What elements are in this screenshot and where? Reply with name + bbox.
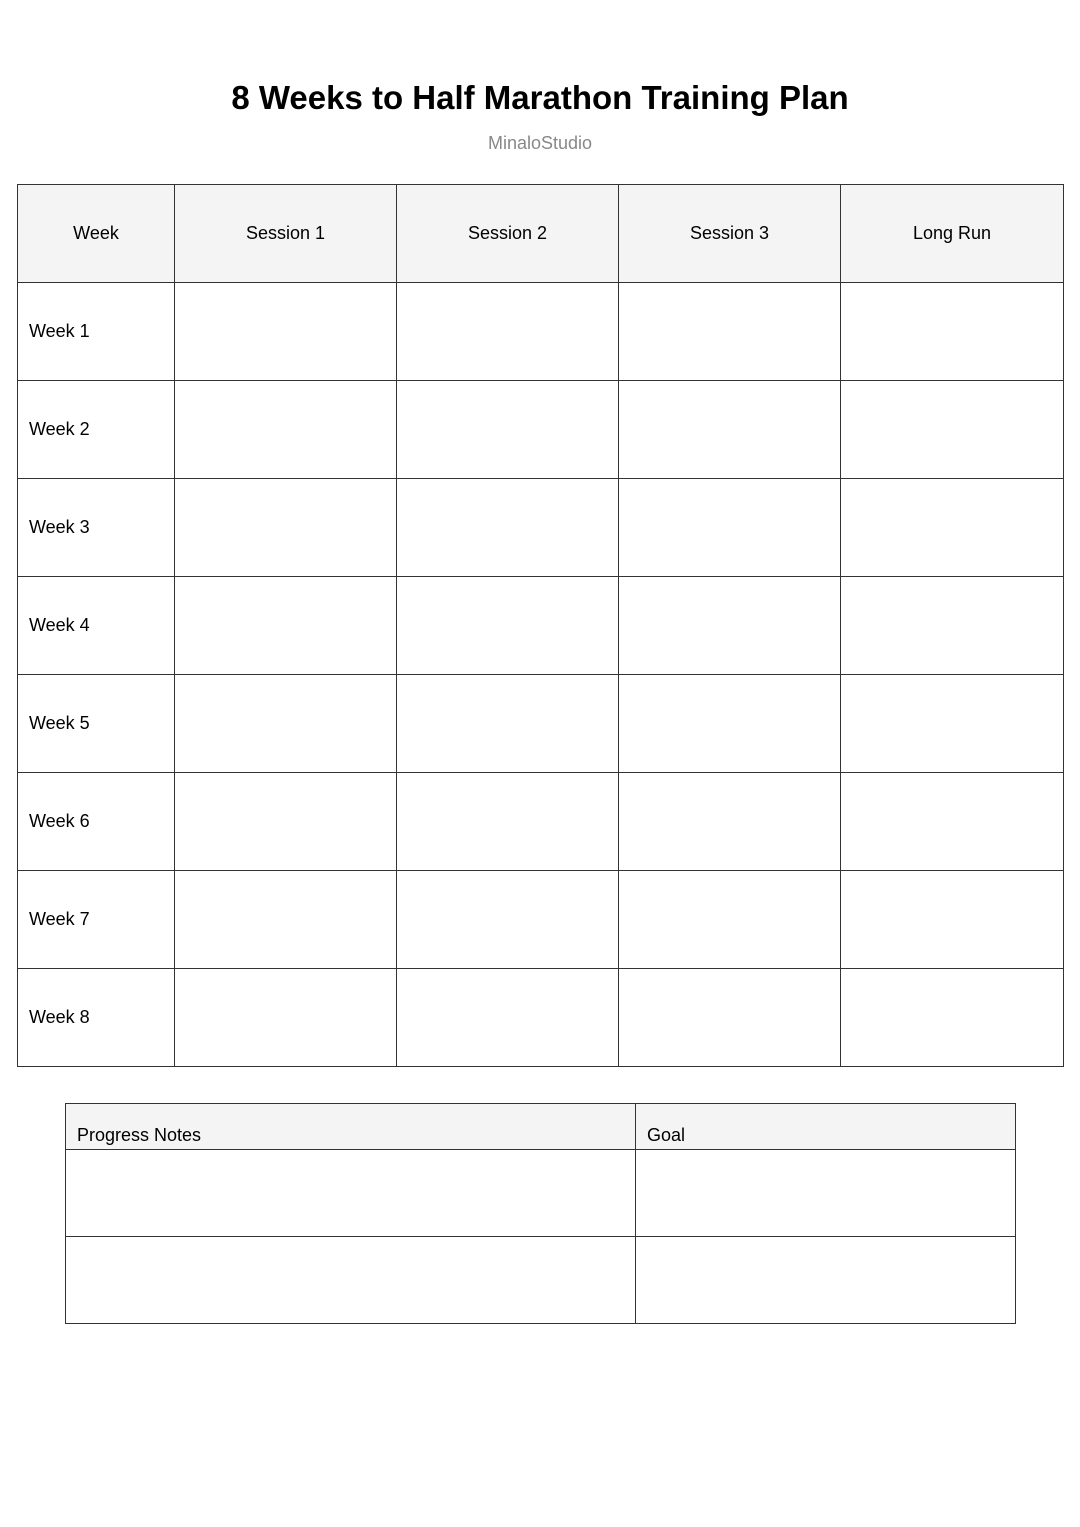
table-header-row <box>66 1104 1016 1150</box>
week-label: Week 7 <box>18 871 175 969</box>
week-label: Week 3 <box>18 479 175 577</box>
column-header-progress-notes: Progress Notes <box>66 1104 636 1150</box>
session-2-cell[interactable] <box>397 577 619 675</box>
session-2-cell[interactable] <box>397 675 619 773</box>
column-header-goal: Goal <box>636 1104 1016 1150</box>
long-run-cell[interactable] <box>841 969 1064 1067</box>
table-row <box>66 1237 1016 1324</box>
session-3-cell[interactable] <box>619 381 841 479</box>
column-header-long-run: Long Run <box>841 185 1064 283</box>
week-label: Week 6 <box>18 773 175 871</box>
week-label: Week 8 <box>18 969 175 1067</box>
session-3-cell[interactable] <box>619 283 841 381</box>
table-row <box>18 283 1064 381</box>
week-label: Week 4 <box>18 577 175 675</box>
session-1-cell[interactable] <box>175 283 397 381</box>
table-row <box>18 577 1064 675</box>
table-row <box>18 773 1064 871</box>
session-3-cell[interactable] <box>619 773 841 871</box>
session-1-cell[interactable] <box>175 577 397 675</box>
session-1-cell[interactable] <box>175 675 397 773</box>
column-header-week: Week <box>18 185 175 283</box>
session-2-cell[interactable] <box>397 479 619 577</box>
session-2-cell[interactable] <box>397 283 619 381</box>
long-run-cell[interactable] <box>841 283 1064 381</box>
column-header-session-1: Session 1 <box>175 185 397 283</box>
table-row <box>18 969 1064 1067</box>
column-header-session-3: Session 3 <box>619 185 841 283</box>
page-subtitle: MinaloStudio <box>487 133 593 153</box>
session-1-cell[interactable] <box>175 381 397 479</box>
session-2-cell[interactable] <box>397 773 619 871</box>
session-2-cell[interactable] <box>397 871 619 969</box>
table-row <box>18 479 1064 577</box>
goal-cell[interactable] <box>636 1237 1016 1324</box>
training-plan-table <box>17 184 1064 1067</box>
session-1-cell[interactable] <box>175 773 397 871</box>
session-3-cell[interactable] <box>619 675 841 773</box>
session-3-cell[interactable] <box>619 577 841 675</box>
session-2-cell[interactable] <box>397 381 619 479</box>
table-header-row <box>18 185 1064 283</box>
session-2-cell[interactable] <box>397 969 619 1067</box>
session-1-cell[interactable] <box>175 871 397 969</box>
progress-notes-cell[interactable] <box>66 1237 636 1324</box>
table-row <box>18 871 1064 969</box>
column-header-session-2: Session 2 <box>397 185 619 283</box>
table-row <box>66 1150 1016 1237</box>
table-row <box>18 381 1064 479</box>
long-run-cell[interactable] <box>841 773 1064 871</box>
progress-notes-table <box>65 1103 1016 1324</box>
goal-cell[interactable] <box>636 1150 1016 1237</box>
week-label: Week 5 <box>18 675 175 773</box>
long-run-cell[interactable] <box>841 381 1064 479</box>
session-1-cell[interactable] <box>175 479 397 577</box>
long-run-cell[interactable] <box>841 871 1064 969</box>
long-run-cell[interactable] <box>841 577 1064 675</box>
week-label: Week 2 <box>18 381 175 479</box>
table-row <box>18 675 1064 773</box>
long-run-cell[interactable] <box>841 675 1064 773</box>
session-3-cell[interactable] <box>619 479 841 577</box>
week-label: Week 1 <box>18 283 175 381</box>
session-1-cell[interactable] <box>175 969 397 1067</box>
progress-notes-cell[interactable] <box>66 1150 636 1237</box>
session-3-cell[interactable] <box>619 969 841 1067</box>
long-run-cell[interactable] <box>841 479 1064 577</box>
page-title: 8 Weeks to Half Marathon Training Plan <box>231 79 849 116</box>
session-3-cell[interactable] <box>619 871 841 969</box>
